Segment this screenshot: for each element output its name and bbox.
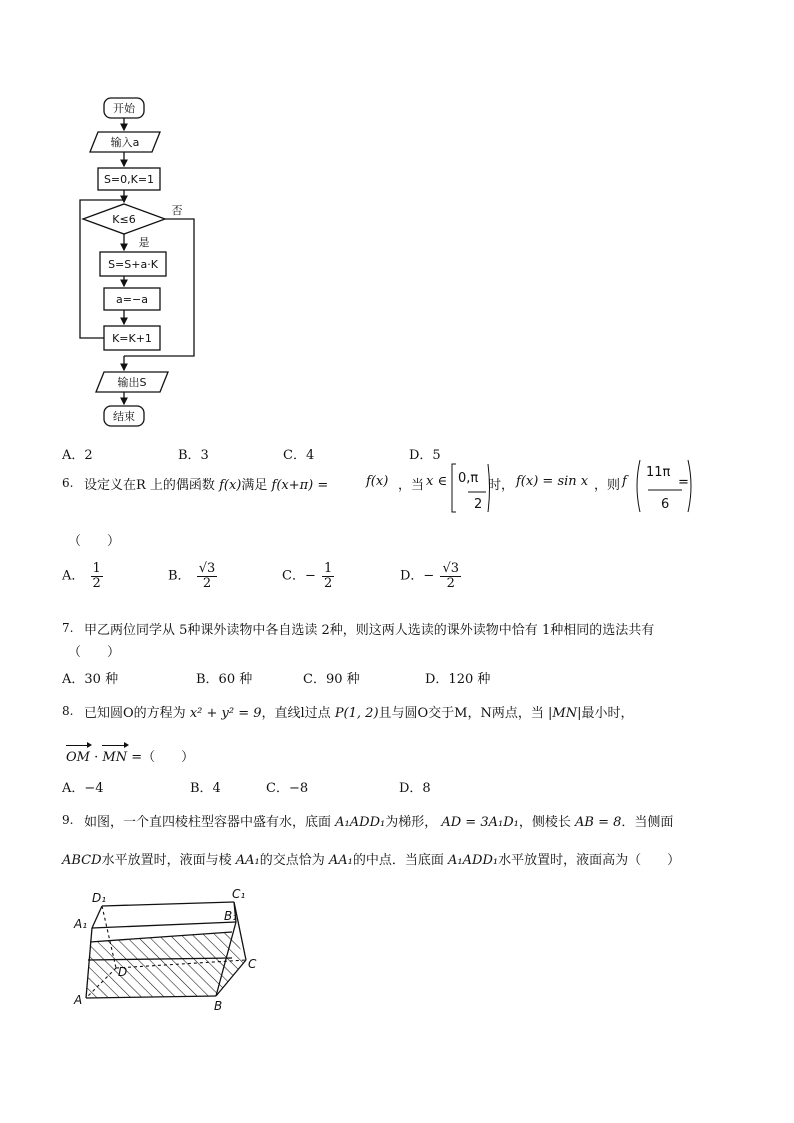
q9-line2-c: 的交点恰为 <box>259 853 325 868</box>
q6-f-label: f <box>622 474 627 489</box>
q9-ab: AB = 8 <box>575 815 622 830</box>
q6-eq: = <box>678 475 689 490</box>
q8-vec-om: OM <box>66 750 90 765</box>
q9-line2-b: 水平放置时，液面与棱 <box>101 853 232 868</box>
q6-text-a: 设定义在R 上的偶函数 <box>84 478 215 493</box>
q6-c-num: 1 <box>323 561 333 576</box>
q8-option-c: C．−8 <box>266 781 309 796</box>
no-label: 否 <box>171 204 183 217</box>
q6-b-den: 2 <box>202 575 212 591</box>
q6-a-den: 2 <box>92 575 101 591</box>
output-label: 输出S <box>117 376 147 389</box>
q6-interval <box>450 460 492 520</box>
q9-line1 <box>84 811 673 830</box>
q6-number: 6. <box>62 476 74 490</box>
label-a1: A₁ <box>74 917 88 931</box>
q6-line <box>84 474 328 493</box>
q8-text-b: ，直线l过点 <box>261 706 331 721</box>
q8-text-d: 最小时， <box>581 706 634 721</box>
q7-option-c: C．90 种 <box>303 672 360 687</box>
q8-tail: =（ ） <box>131 750 195 765</box>
q7-option-b: B．60 种 <box>196 672 253 687</box>
q5-option-d: D．5 <box>409 448 441 463</box>
q6-a-label: A． <box>62 568 85 584</box>
q9-number: 9. <box>62 813 74 827</box>
q8-vector-line <box>66 746 194 765</box>
q6-c-den: 2 <box>323 575 333 591</box>
cond-label: K≤6 <box>112 213 136 226</box>
q9-line2-e: 水平放置时，液面高为（ ） <box>498 853 681 868</box>
q6-d-den: 2 <box>446 575 455 591</box>
q9-rel: AD = 3A₁D₁ <box>441 815 519 830</box>
q9-base: A₁ADD₁ <box>335 815 386 830</box>
label-b1: B₁ <box>224 909 238 923</box>
label-d: D <box>118 965 128 979</box>
q6-sinx: f(x) = sin x <box>516 474 589 489</box>
label-c1: C₁ <box>232 888 246 901</box>
q8-option-d: D．8 <box>399 781 431 796</box>
input-label: 输入a <box>110 136 140 149</box>
q6-text-d: 时， <box>488 478 515 493</box>
q6-text-b: 满足 <box>241 478 268 493</box>
q6-arg-bot: 6 <box>661 497 670 512</box>
q6-fx: f(x) <box>219 478 242 493</box>
q8-text-a: 已知圆O的方程为 <box>84 706 186 721</box>
q7-text: 甲乙两位同学从 5种课外读物中各自选读 2种，则这两人选读的课外读物中恰有 1种相同的选法共有 <box>84 623 655 638</box>
label-c: C <box>248 957 257 971</box>
q7-option-d: D．120 种 <box>425 672 491 687</box>
q6-arg <box>632 456 696 522</box>
q9-line2-a: ABCD <box>62 853 102 868</box>
q5-option-b: B．3 <box>178 448 209 463</box>
step3-label: K=K+1 <box>112 332 152 345</box>
q6-fx2: f(x) <box>366 474 389 489</box>
q6-option-d <box>400 562 463 590</box>
q8-number: 8. <box>62 704 74 718</box>
init-label: S=0,K=1 <box>103 173 155 186</box>
q6-option-a <box>62 562 105 590</box>
q7-paren: （ ） <box>68 645 121 660</box>
end-label: 结束 <box>113 410 135 423</box>
q9-line1-b: 为梯形， <box>385 815 438 830</box>
q9-line1-a: 如图，一个直四棱柱型容器中盛有水，底面 <box>84 815 332 830</box>
q7-number: 7. <box>62 621 74 635</box>
q6-interval-top: 0,π <box>458 471 479 486</box>
q6-b-num: √3 <box>198 561 216 576</box>
q8-option-b: B．4 <box>190 781 221 796</box>
label-a: A <box>74 993 83 1007</box>
q7-option-a: A．30 种 <box>62 672 119 687</box>
q6-arg-top: 11π <box>646 465 671 480</box>
q9-base2: A₁ADD₁ <box>448 853 499 868</box>
q6-option-b <box>168 562 219 590</box>
q6-option-c <box>282 562 336 590</box>
q8-pt: P(1, 2) <box>334 706 379 721</box>
q8-line <box>84 702 633 721</box>
q9-aa1: AA₁ <box>235 853 260 868</box>
label-d1: D₁ <box>92 891 107 905</box>
q6-b-label: B． <box>168 568 191 584</box>
flowchart <box>60 88 230 433</box>
q6-paren: （ ） <box>68 534 121 549</box>
q6-interval-bot: 2 <box>474 497 483 512</box>
q6-d-num: √3 <box>442 561 460 576</box>
q8-dot: · <box>94 750 99 765</box>
step2-label: a=−a <box>116 293 148 306</box>
q8-mn: |MN| <box>548 706 582 721</box>
q5-option-c: C．4 <box>283 448 315 463</box>
q9-line2 <box>62 849 680 868</box>
q6-d-label: D．− <box>400 568 435 584</box>
start-label: 开始 <box>113 102 135 115</box>
q9-line1-d: ．当侧面 <box>621 815 674 830</box>
q8-text-c: 且与圆O交于M，N两点，当 <box>378 706 544 721</box>
q5-option-a: A．2 <box>62 448 93 463</box>
q8-vec-mn: MN <box>102 750 128 765</box>
q6-x-in: x ∈ <box>426 474 448 489</box>
label-b: B <box>214 999 223 1013</box>
q8-eq: x² + y² = 9 <box>189 706 262 721</box>
q9-aa1b: AA₁ <box>328 853 353 868</box>
prism-figure <box>66 888 276 1013</box>
q8-option-a: A．−4 <box>62 781 104 796</box>
q9-line1-c: ，侧棱长 <box>518 815 571 830</box>
q6-fxpi: f(x+π) = <box>271 478 329 493</box>
yes-label: 是 <box>138 236 150 249</box>
q6-text-e: ，则 <box>594 478 621 493</box>
q6-text-c: ，当 <box>398 478 425 493</box>
step1-label: S=S+a·K <box>108 258 158 271</box>
q6-a-num: 1 <box>92 561 101 576</box>
q9-line2-d: 的中点．当底面 <box>352 853 444 868</box>
q6-c-label: C．− <box>282 568 316 584</box>
